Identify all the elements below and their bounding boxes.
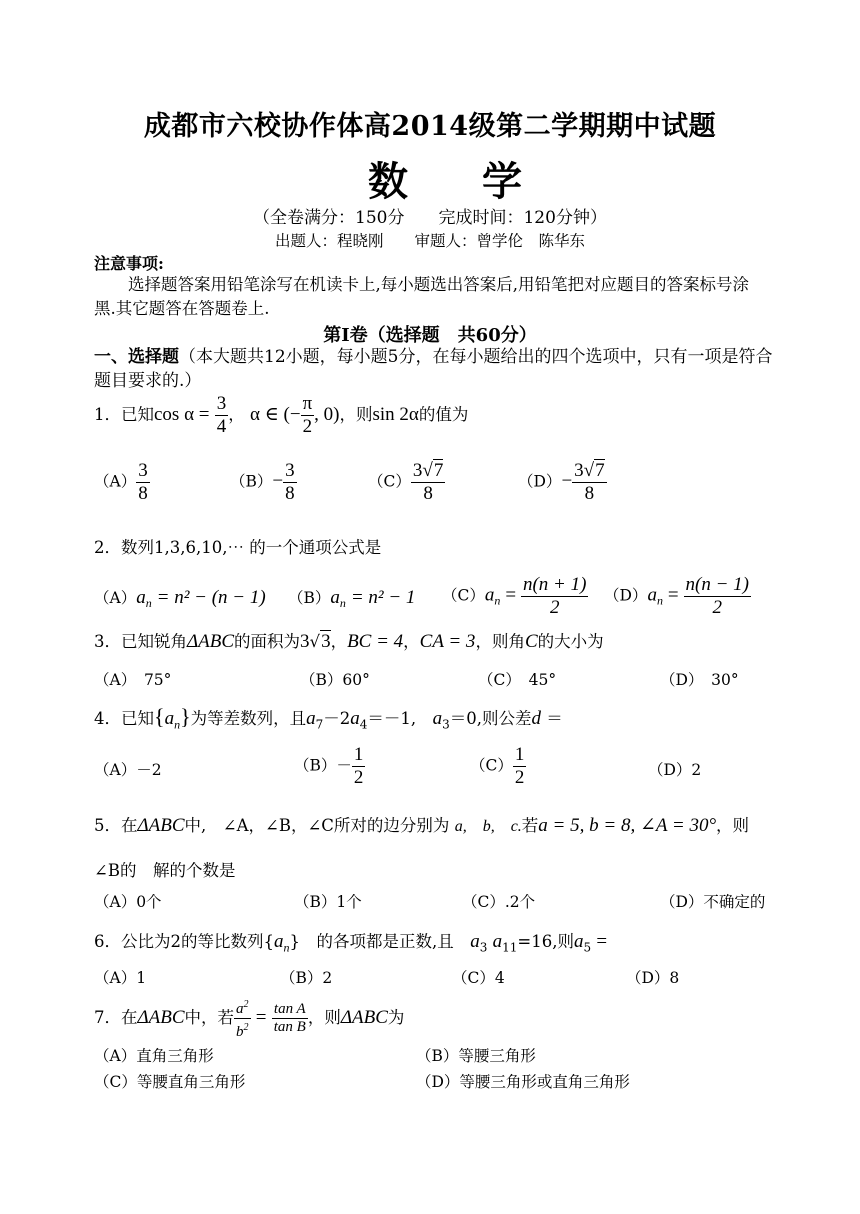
q1-option-d: （D）− $\frac{3√7}{8}$ bbox=[518, 460, 605, 504]
notes-text: 选择题答案用铅笔涂写在机读卡上,每小题选出答案后,用铅笔把对应题目的答案标号涂黑.其它题答在答题卷上. bbox=[94, 275, 749, 318]
q5-option-b: （B）1个 bbox=[294, 893, 362, 911]
q5-stem-line2: ∠B的 解的个数是 bbox=[94, 861, 236, 880]
q4-option-d: （D）2 bbox=[648, 761, 702, 779]
q1-stem: 1．已知 bbox=[94, 405, 154, 424]
question-5: 5．在ΔABC中, ∠A，∠B，∠C所对的边分别为 a, b, c.若a = 5, b = 8, ∠A = 30°，则 bbox=[94, 815, 750, 836]
subject-title: 数 学 bbox=[368, 158, 552, 205]
q2-option-c: $(C)a_n$ = $\frac{n(n + 1)}{2}$ bbox=[442, 574, 587, 618]
q1-pi-frac: $\frac{\pi}{2}$ bbox=[302, 393, 313, 437]
exam-info: （全卷满分：150分 完成时间：120分钟） bbox=[253, 208, 607, 228]
question-4: 4．已知$\{a_n\}$为等差数列，且$a_7-2a_4=-1$, $a_3=0$,则公差d ＝ bbox=[94, 704, 563, 732]
q1-option-c: （C） $\frac{3√7}{8}$ bbox=[368, 460, 444, 504]
q4-option-c: （C） $\frac{1}{2}$ bbox=[470, 744, 525, 788]
notes-heading: 注意事项: bbox=[94, 254, 164, 273]
q7-option-d: （D）等腰三角形或直角三角形 bbox=[416, 1073, 630, 1091]
q6-option-a: （A）1 bbox=[94, 969, 147, 987]
section-heading bbox=[94, 345, 774, 393]
section-text: （本大题共12小题，每小题5分，在每小题给出的四个选项中，只有一项是符合题目要求的.） bbox=[94, 347, 773, 391]
q1-option-b: （B）− $\frac{3}{8}$ bbox=[230, 460, 295, 504]
q6-option-c: （C）4 bbox=[452, 969, 505, 987]
q7-option-a: （A）直角三角形 bbox=[94, 1047, 214, 1065]
q2-option-d: $(D)a_n$ = $\frac{n(n - 1)}{2}$ bbox=[604, 574, 750, 618]
q7-option-c: （C）等腰直角三角形 bbox=[94, 1073, 246, 1091]
q1-cos: cos α = bbox=[154, 404, 210, 425]
q6-option-d: （D）8 bbox=[626, 969, 680, 987]
q3-option-c: （C） 45° bbox=[478, 671, 557, 689]
q5-option-c: （C）.2个 bbox=[462, 893, 536, 911]
question-3: 3．已知锐角ΔABC的面积为3√3，BC = 4，CA = 3，则角C的大小为 bbox=[94, 631, 604, 652]
q5-option-d: （D）不确定的 bbox=[660, 893, 766, 911]
q1-sin2a: sin 2α bbox=[372, 404, 419, 425]
part-one-heading: 第Ⅰ卷（选择题 共60分） bbox=[323, 325, 537, 346]
question-1: 1．已知cos α = $\frac{3}{4}$ ， α ∈ (− $\frac{\pi}{2}$ , 0)，则sin 2α的值为 bbox=[94, 393, 469, 437]
section-label: 一、选择题 bbox=[94, 347, 179, 367]
q1-frac: $\frac{3}{4}$ bbox=[216, 393, 227, 437]
q3-option-b: （B）60° bbox=[300, 671, 370, 689]
question-6: 6．公比为2的等比数列$\{a_n\}$ 的各项都是正数,且 $a_3$ $a_{11}=16$,则$a_5$ = bbox=[94, 931, 608, 955]
q3-option-d: （D） 30° bbox=[660, 671, 739, 689]
q2-option-b: $(B)a_n = n^2 - 1$ bbox=[288, 587, 416, 611]
question-2: 2．数列1,3,6,10,⋯ 的一个通项公式是 bbox=[94, 538, 382, 557]
q5-option-a: （A）0个 bbox=[94, 893, 162, 911]
q1-range: α ∈ (− bbox=[250, 404, 301, 425]
exam-authors: 出题人：程晓刚 审题人：曾学伦 陈华东 bbox=[274, 232, 585, 250]
q7-option-b: （B）等腰三角形 bbox=[416, 1047, 536, 1065]
exam-title: 成都市六校协作体高2014级第二学期期中试题 bbox=[143, 111, 717, 142]
question-7: 7．在ΔABC中，若 $\frac{a^2}{b^2}$ = $\frac{\text{tan A}}{\text{tan B}}$ ，则ΔABC为 bbox=[94, 996, 404, 1041]
q1-option-a: （A） $\frac{3}{8}$ bbox=[94, 460, 148, 504]
q3-option-a: （A） 75° bbox=[94, 671, 172, 689]
q4-option-b: （B）－ $\frac{1}{2}$ bbox=[294, 744, 364, 788]
q2-option-a: $(A)a_n = n^2 - (n - 1)$ bbox=[94, 587, 266, 611]
q6-option-b: （B）2 bbox=[280, 969, 333, 987]
q4-option-a: （A）－2 bbox=[94, 761, 162, 779]
